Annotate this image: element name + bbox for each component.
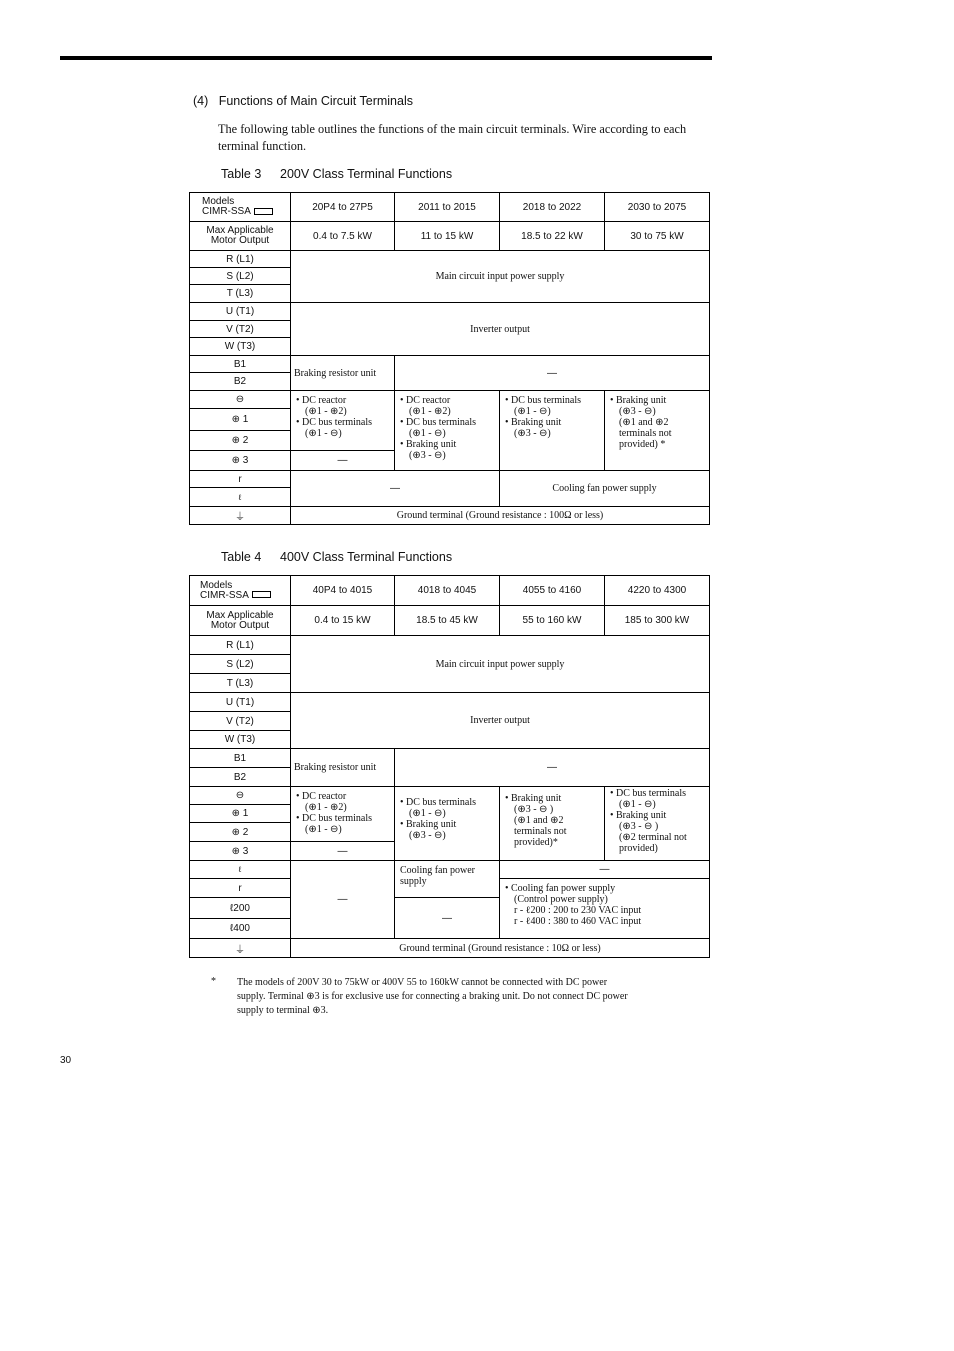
terminal-label: S (L2) <box>190 655 291 674</box>
models-header: Models CIMR-SSA <box>190 576 291 606</box>
not-applicable-dash: — <box>395 898 500 939</box>
inverter-output-cell: Inverter output <box>291 693 710 749</box>
table4-title: 400V Class Terminal Functions <box>280 550 453 564</box>
cooling-fan-cell: Cooling fan power supply <box>395 861 500 898</box>
terminal-label: ⊕ 1 <box>190 409 291 431</box>
dc-function-cell-2: • DC bus terminals (⊕1 - ⊖) • Braking unit (⊕3 - ⊖) <box>395 787 500 861</box>
inverter-output-cell: Inverter output <box>291 303 710 356</box>
model-placeholder-box <box>254 208 273 215</box>
models-header: Models CIMR-SSA <box>190 193 291 222</box>
terminal-label: V (T2) <box>190 712 291 731</box>
not-applicable-dash: — <box>291 471 500 507</box>
dc-function-cell-1: • DC reactor (⊕1 - ⊕2) • DC bus terminals (⊕1 - ⊖) <box>291 787 395 842</box>
model-placeholder-box <box>252 591 271 598</box>
max-output-header: Max Applicable Motor Output <box>190 606 291 636</box>
output-col-1: 0.4 to 7.5 kW <box>291 222 395 251</box>
model-col-1: 40P4 to 4015 <box>291 576 395 606</box>
table4-caption <box>221 550 452 564</box>
terminal-label: B1 <box>190 356 291 373</box>
output-col-2: 11 to 15 kW <box>395 222 500 251</box>
output-col-2: 18.5 to 45 kW <box>395 606 500 636</box>
cooling-fan-cell: Cooling fan power supply <box>500 471 710 507</box>
max-output-header: Max Applicable Motor Output <box>190 222 291 251</box>
braking-resistor-cell: Braking resistor unit <box>291 749 395 787</box>
output-col-4: 30 to 75 kW <box>605 222 710 251</box>
dc-function-cell-3: • DC bus terminals (⊕1 - ⊖) • Braking unit (⊕3 - ⊖) <box>500 391 605 471</box>
footnote: The models of 200V 30 to 75kW or 400V 55 to 160kW cannot be connected with DC power supply. Terminal ⊕3 is for exclusive use for connecting a braking unit. Do not connect DC power supply to terminal ⊕3. <box>237 977 628 1016</box>
not-applicable-dash: — <box>291 451 395 471</box>
terminal-label: ℓ <box>190 488 291 507</box>
intro-paragraph: The following table outlines the functions of the main circuit terminals. Wire according to each terminal function. <box>218 122 687 153</box>
model-col-2: 2011 to 2015 <box>395 193 500 222</box>
terminal-label: ⊕ 3 <box>190 842 291 861</box>
not-applicable-dash: — <box>291 861 395 939</box>
terminal-label: R (L1) <box>190 251 291 268</box>
terminal-label: V (T2) <box>190 321 291 338</box>
model-col-4: 2030 to 2075 <box>605 193 710 222</box>
output-col-1: 0.4 to 15 kW <box>291 606 395 636</box>
terminal-label: r <box>190 879 291 898</box>
terminal-label: ⊕ 2 <box>190 431 291 451</box>
output-col-3: 18.5 to 22 kW <box>500 222 605 251</box>
model-col-1: 20P4 to 27P5 <box>291 193 395 222</box>
terminal-label: S (L2) <box>190 268 291 285</box>
section-heading: (4) Functions of Main Circuit Terminals <box>193 94 413 108</box>
terminal-label: ⊖ <box>190 391 291 409</box>
terminal-label: r <box>190 471 291 488</box>
table4-number: Table 4 <box>221 550 262 564</box>
terminal-label: B1 <box>190 749 291 768</box>
terminal-label: W (T3) <box>190 731 291 749</box>
dc-function-cell-3: • Braking unit (⊕3 - ⊖ ) (⊕1 and ⊕2 terminals not provided)* <box>500 787 605 861</box>
terminal-label: ℓ200 <box>190 898 291 919</box>
not-applicable-dash: — <box>500 861 710 879</box>
table3-title: 200V Class Terminal Functions <box>280 167 453 181</box>
table3-caption <box>221 167 452 181</box>
not-applicable-dash: — <box>395 356 710 391</box>
output-col-3: 55 to 160 kW <box>500 606 605 636</box>
ground-terminal-cell: Ground terminal (Ground resistance : 10Ω or less) <box>291 939 710 958</box>
braking-resistor-cell: Braking resistor unit <box>291 356 395 391</box>
dc-function-cell-1: • DC reactor (⊕1 - ⊕2) • DC bus terminals (⊕1 - ⊖) <box>291 391 395 451</box>
terminal-label: R (L1) <box>190 636 291 655</box>
terminal-label: ⊕ 2 <box>190 823 291 842</box>
terminal-label: ℓ400 <box>190 919 291 939</box>
model-col-4: 4220 to 4300 <box>605 576 710 606</box>
terminal-label: T (L3) <box>190 674 291 693</box>
terminal-label: B2 <box>190 768 291 787</box>
main-input-cell: Main circuit input power supply <box>291 251 710 303</box>
footnote-mark: * <box>211 976 216 987</box>
table3-number: Table 3 <box>221 167 262 181</box>
model-col-3: 4055 to 4160 <box>500 576 605 606</box>
main-input-cell: Main circuit input power supply <box>291 636 710 693</box>
terminal-label: ⊕ 1 <box>190 805 291 823</box>
terminal-label: W (T3) <box>190 338 291 356</box>
terminal-label: U (T1) <box>190 303 291 321</box>
output-col-4: 185 to 300 kW <box>605 606 710 636</box>
dc-function-cell-4: • Braking unit (⊕3 - ⊖) (⊕1 and ⊕2 terminals not provided) * <box>605 391 710 471</box>
ground-icon: ⏚ <box>190 939 291 958</box>
cooling-control-power-cell: • Cooling fan power supply (Control power supply) r - ℓ200 : 200 to 230 VAC input r - ℓ400 : 380 to 460 VAC input <box>500 879 710 939</box>
ground-icon: ⏚ <box>190 507 291 525</box>
terminal-label: ℓ <box>190 861 291 879</box>
ground-terminal-cell: Ground terminal (Ground resistance : 100Ω or less) <box>291 507 710 525</box>
terminal-label: ⊕ 3 <box>190 451 291 471</box>
table3 <box>189 192 710 525</box>
not-applicable-dash: — <box>395 749 710 787</box>
terminal-label: B2 <box>190 373 291 391</box>
model-col-3: 2018 to 2022 <box>500 193 605 222</box>
dc-function-cell-2: • DC reactor (⊕1 - ⊕2) • DC bus terminals (⊕1 - ⊖) • Braking unit (⊕3 - ⊖) <box>395 391 500 471</box>
top-rule <box>60 56 712 60</box>
dc-function-cell-4: • DC bus terminals (⊕1 - ⊖) • Braking unit (⊕3 - ⊖ ) (⊕2 terminal not provided) <box>605 787 710 861</box>
model-col-2: 4018 to 4045 <box>395 576 500 606</box>
terminal-label: U (T1) <box>190 693 291 712</box>
terminal-label: T (L3) <box>190 285 291 303</box>
not-applicable-dash: — <box>291 842 395 861</box>
table4 <box>189 575 710 958</box>
page-number: 30 <box>60 1055 72 1066</box>
terminal-label: ⊖ <box>190 787 291 805</box>
